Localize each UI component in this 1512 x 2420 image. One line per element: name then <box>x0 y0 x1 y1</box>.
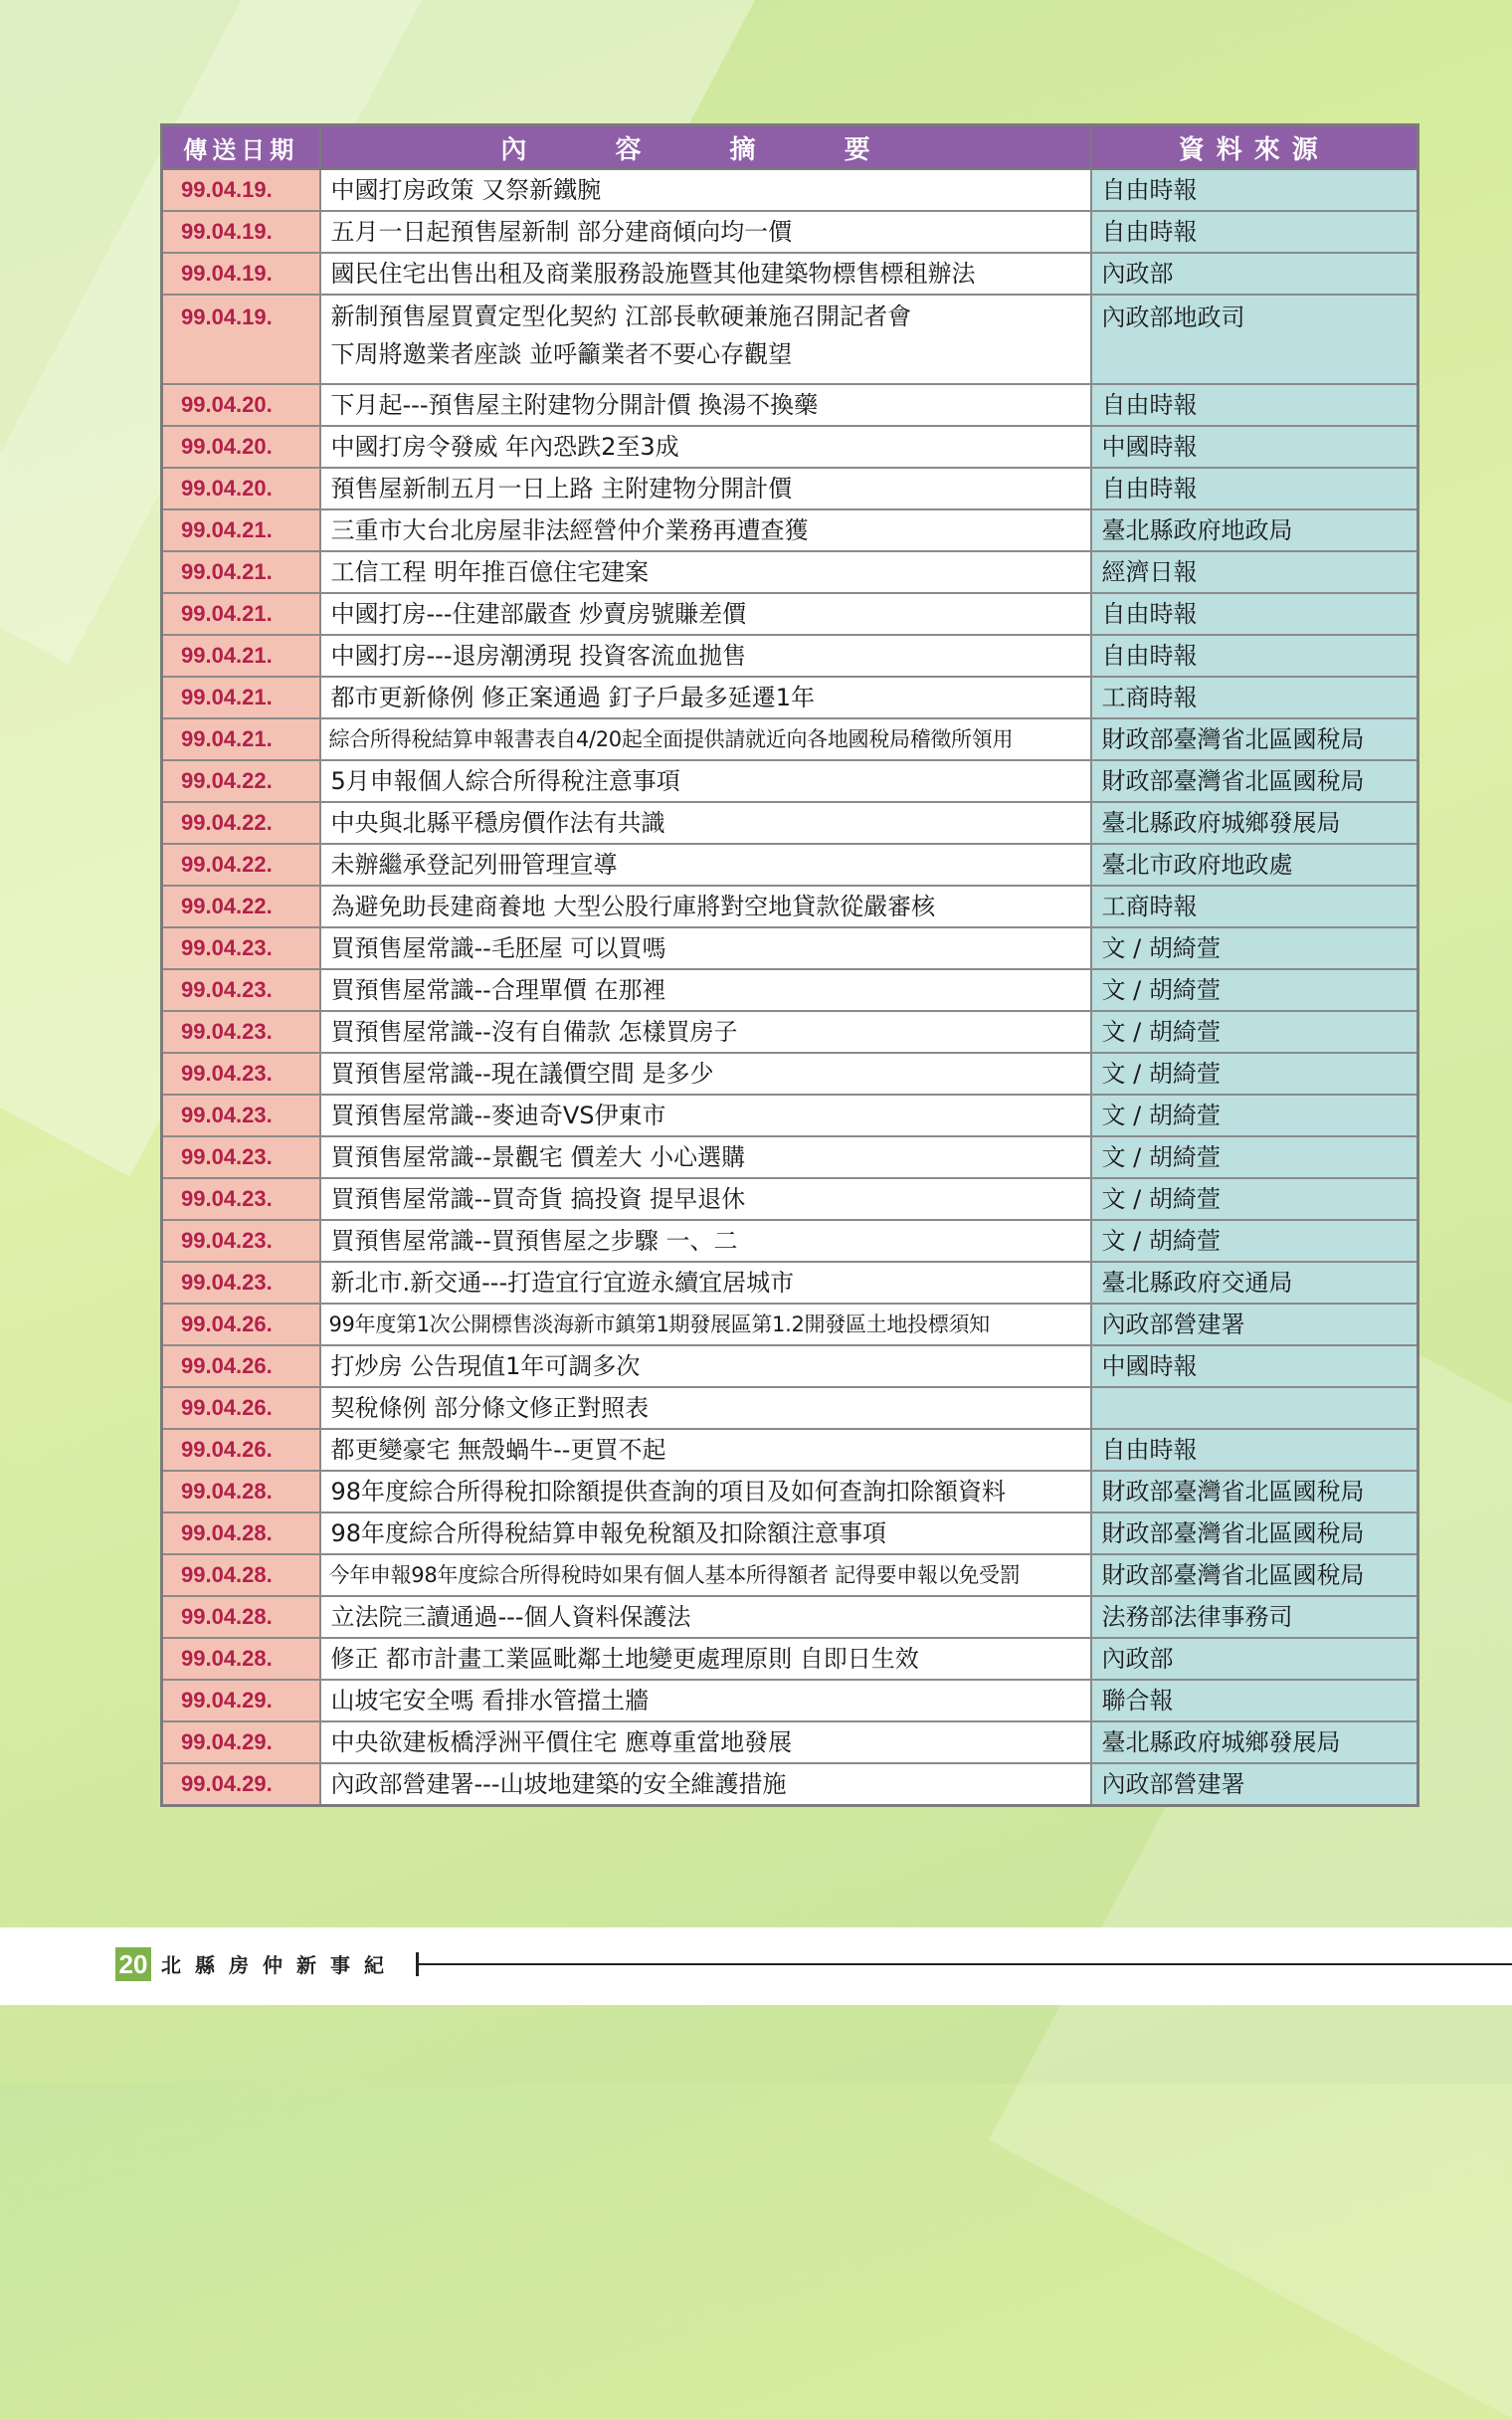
row-date: 99.04.21. <box>162 551 320 593</box>
row-summary: 打炒房 公告現值1年可調多次 <box>320 1345 1091 1387</box>
table-row <box>162 295 1418 384</box>
row-date: 99.04.28. <box>162 1596 320 1638</box>
table-row <box>162 1763 1418 1806</box>
table-row <box>162 1095 1418 1136</box>
row-source: 文 / 胡綺萱 <box>1091 927 1418 969</box>
row-summary: 中國打房---住建部嚴查 炒賣房號賺差價 <box>320 593 1091 635</box>
row-summary: 五月一日起預售屋新制 部分建商傾向均一價 <box>320 211 1091 253</box>
table-row <box>162 844 1418 886</box>
row-summary: 預售屋新制五月一日上路 主附建物分開計價 <box>320 468 1091 509</box>
table-row <box>162 1262 1418 1304</box>
row-source: 文 / 胡綺萱 <box>1091 1220 1418 1262</box>
row-summary: 中央欲建板橋浮洲平價住宅 應尊重當地發展 <box>320 1721 1091 1763</box>
page-number: 20 <box>115 1947 151 1981</box>
row-summary: 買預售屋常識--麥迪奇VS伊東市 <box>320 1095 1091 1136</box>
row-source: 自由時報 <box>1091 211 1418 253</box>
row-date: 99.04.21. <box>162 718 320 760</box>
row-source: 聯合報 <box>1091 1680 1418 1721</box>
row-summary: 今年申報98年度綜合所得稅時如果有個人基本所得額者 記得要申報以免受罰 <box>320 1554 1091 1596</box>
row-summary: 契稅條例 部分條文修正對照表 <box>320 1387 1091 1429</box>
table-row <box>162 253 1418 295</box>
row-source: 臺北縣政府地政局 <box>1091 509 1418 551</box>
row-summary: 都更變豪宅 無殼蝸牛--更買不起 <box>320 1429 1091 1471</box>
row-source: 文 / 胡綺萱 <box>1091 1095 1418 1136</box>
row-source: 文 / 胡綺萱 <box>1091 1178 1418 1220</box>
row-source: 自由時報 <box>1091 169 1418 211</box>
row-source: 工商時報 <box>1091 677 1418 718</box>
row-source <box>1091 1387 1418 1429</box>
row-source: 中國時報 <box>1091 1345 1418 1387</box>
row-date: 99.04.22. <box>162 844 320 886</box>
row-source: 臺北市政府地政處 <box>1091 844 1418 886</box>
row-source: 財政部臺灣省北區國稅局 <box>1091 718 1418 760</box>
table-row <box>162 1387 1418 1429</box>
row-date: 99.04.28. <box>162 1512 320 1554</box>
row-date: 99.04.19. <box>162 211 320 253</box>
row-date: 99.04.21. <box>162 593 320 635</box>
row-summary: 買預售屋常識--現在議價空間 是多少 <box>320 1053 1091 1095</box>
row-source: 自由時報 <box>1091 468 1418 509</box>
row-date: 99.04.29. <box>162 1721 320 1763</box>
row-summary: 三重市大台北房屋非法經營仲介業務再遭查獲 <box>320 509 1091 551</box>
row-source: 臺北縣政府城鄉發展局 <box>1091 1721 1418 1763</box>
table-body <box>162 169 1418 1806</box>
row-date: 99.04.20. <box>162 426 320 468</box>
table-row <box>162 1596 1418 1638</box>
row-date: 99.04.23. <box>162 1136 320 1178</box>
row-source: 財政部臺灣省北區國稅局 <box>1091 760 1418 802</box>
row-date: 99.04.26. <box>162 1304 320 1345</box>
row-date: 99.04.26. <box>162 1429 320 1471</box>
row-date: 99.04.29. <box>162 1680 320 1721</box>
row-summary: 98年度綜合所得稅扣除額提供查詢的項目及如何查詢扣除額資料 <box>320 1471 1091 1512</box>
row-date: 99.04.23. <box>162 969 320 1011</box>
row-source: 自由時報 <box>1091 1429 1418 1471</box>
row-date: 99.04.28. <box>162 1471 320 1512</box>
row-summary <box>320 295 1091 384</box>
row-source: 內政部營建署 <box>1091 1763 1418 1806</box>
footer <box>0 1927 1512 2005</box>
row-source: 財政部臺灣省北區國稅局 <box>1091 1512 1418 1554</box>
row-date: 99.04.23. <box>162 1053 320 1095</box>
row-source: 中國時報 <box>1091 426 1418 468</box>
table-row <box>162 1554 1418 1596</box>
row-summary: 買預售屋常識--合理單價 在那裡 <box>320 969 1091 1011</box>
table-row <box>162 718 1418 760</box>
row-date: 99.04.23. <box>162 1178 320 1220</box>
row-date: 99.04.23. <box>162 1220 320 1262</box>
header-date: 傳送日期 <box>162 125 320 170</box>
row-summary: 下月起---預售屋主附建物分開計價 換湯不換藥 <box>320 384 1091 426</box>
table-row <box>162 1429 1418 1471</box>
table-row <box>162 384 1418 426</box>
table-row <box>162 886 1418 927</box>
row-date: 99.04.29. <box>162 1763 320 1806</box>
row-summary: 中國打房政策 又祭新鐵腕 <box>320 169 1091 211</box>
row-summary: 立法院三讀通過---個人資料保護法 <box>320 1596 1091 1638</box>
row-summary: 中央與北縣平穩房價作法有共識 <box>320 802 1091 844</box>
row-summary: 內政部營建署---山坡地建築的安全維護措施 <box>320 1763 1091 1806</box>
row-source: 自由時報 <box>1091 635 1418 677</box>
table-row <box>162 1680 1418 1721</box>
row-summary: 99年度第1次公開標售淡海新市鎮第1期發展區第1.2開發區土地投標須知 <box>320 1304 1091 1345</box>
row-summary-line: 新制預售屋買賣定型化契約 江部長軟硬兼施召開記者會 <box>330 302 912 330</box>
row-source: 臺北縣政府交通局 <box>1091 1262 1418 1304</box>
row-date: 99.04.28. <box>162 1554 320 1596</box>
row-summary: 工信工程 明年推百億住宅建案 <box>320 551 1091 593</box>
row-date: 99.04.20. <box>162 384 320 426</box>
row-summary: 買預售屋常識--買預售屋之步驟 一、二 <box>320 1220 1091 1262</box>
row-summary: 買預售屋常識--毛胚屋 可以買嗎 <box>320 927 1091 969</box>
table-row <box>162 635 1418 677</box>
row-source: 財政部臺灣省北區國稅局 <box>1091 1471 1418 1512</box>
row-date: 99.04.19. <box>162 253 320 295</box>
row-summary: 新北市.新交通---打造宜行宜遊永續宜居城市 <box>320 1262 1091 1304</box>
table-row <box>162 211 1418 253</box>
row-date: 99.04.23. <box>162 1011 320 1053</box>
row-source: 文 / 胡綺萱 <box>1091 1053 1418 1095</box>
row-summary-line: 下周將邀業者座談 並呼籲業者不要心存觀望 <box>330 340 793 368</box>
row-summary: 中國打房令發威 年內恐跌2至3成 <box>320 426 1091 468</box>
table-row <box>162 1638 1418 1680</box>
row-source: 內政部地政司 <box>1091 295 1418 384</box>
table-row <box>162 677 1418 718</box>
table-row <box>162 1512 1418 1554</box>
table-header-row <box>162 125 1418 170</box>
row-source: 自由時報 <box>1091 384 1418 426</box>
row-summary: 中國打房---退房潮湧現 投資客流血拋售 <box>320 635 1091 677</box>
row-source: 內政部 <box>1091 1638 1418 1680</box>
row-date: 99.04.23. <box>162 927 320 969</box>
row-date: 99.04.22. <box>162 886 320 927</box>
row-summary: 5月申報個人綜合所得稅注意事項 <box>320 760 1091 802</box>
row-source: 內政部營建署 <box>1091 1304 1418 1345</box>
row-date: 99.04.26. <box>162 1345 320 1387</box>
row-date: 99.04.21. <box>162 677 320 718</box>
footer-rule <box>416 1963 1512 1965</box>
table-row <box>162 1178 1418 1220</box>
row-summary: 修正 都市計畫工業區毗鄰土地變更處理原則 自即日生效 <box>320 1638 1091 1680</box>
row-date: 99.04.19. <box>162 295 320 384</box>
row-summary: 98年度綜合所得稅結算申報免稅額及扣除額注意事項 <box>320 1512 1091 1554</box>
row-source: 經濟日報 <box>1091 551 1418 593</box>
row-date: 99.04.21. <box>162 509 320 551</box>
row-source: 內政部 <box>1091 253 1418 295</box>
row-source: 工商時報 <box>1091 886 1418 927</box>
row-date: 99.04.26. <box>162 1387 320 1429</box>
row-date: 99.04.23. <box>162 1095 320 1136</box>
row-date: 99.04.23. <box>162 1262 320 1304</box>
publication-title: 北縣房仲新事紀 <box>161 1953 398 1977</box>
row-date: 99.04.22. <box>162 802 320 844</box>
row-summary: 為避免助長建商養地 大型公股行庫將對空地貸款從嚴審核 <box>320 886 1091 927</box>
table-row <box>162 169 1418 211</box>
table-row <box>162 760 1418 802</box>
row-source: 文 / 胡綺萱 <box>1091 1136 1418 1178</box>
table-row <box>162 1471 1418 1512</box>
row-date: 99.04.19. <box>162 169 320 211</box>
table-row <box>162 1053 1418 1095</box>
header-source: 資料來源 <box>1091 125 1418 170</box>
row-source: 財政部臺灣省北區國稅局 <box>1091 1554 1418 1596</box>
table-row <box>162 969 1418 1011</box>
row-summary: 國民住宅出售出租及商業服務設施暨其他建築物標售標租辦法 <box>320 253 1091 295</box>
row-date: 99.04.21. <box>162 635 320 677</box>
table-row <box>162 1345 1418 1387</box>
table-row <box>162 927 1418 969</box>
table-row <box>162 551 1418 593</box>
row-summary: 都市更新條例 修正案通過 釘子戶最多延遷1年 <box>320 677 1091 718</box>
row-date: 99.04.28. <box>162 1638 320 1680</box>
table-row <box>162 468 1418 509</box>
row-date: 99.04.22. <box>162 760 320 802</box>
table-row <box>162 426 1418 468</box>
table-row <box>162 802 1418 844</box>
row-date: 99.04.20. <box>162 468 320 509</box>
row-summary: 綜合所得稅結算申報書表自4/20起全面提供請就近向各地國稅局稽徵所領用 <box>320 718 1091 760</box>
table-row <box>162 509 1418 551</box>
header-summary: 內 容 摘 要 <box>320 125 1091 170</box>
news-table <box>160 123 1419 1807</box>
row-summary: 買預售屋常識--買奇貨 搞投資 提早退休 <box>320 1178 1091 1220</box>
row-source: 臺北縣政府城鄉發展局 <box>1091 802 1418 844</box>
row-source: 法務部法律事務司 <box>1091 1596 1418 1638</box>
table-row <box>162 1136 1418 1178</box>
row-source: 文 / 胡綺萱 <box>1091 1011 1418 1053</box>
row-source: 文 / 胡綺萱 <box>1091 969 1418 1011</box>
row-summary: 山坡宅安全嗎 看排水管擋土牆 <box>320 1680 1091 1721</box>
table-row <box>162 1721 1418 1763</box>
row-summary: 未辦繼承登記列冊管理宣導 <box>320 844 1091 886</box>
table-row <box>162 1220 1418 1262</box>
table-row <box>162 1304 1418 1345</box>
table-row <box>162 593 1418 635</box>
row-summary: 買預售屋常識--景觀宅 價差大 小心選購 <box>320 1136 1091 1178</box>
row-source: 自由時報 <box>1091 593 1418 635</box>
table-row <box>162 1011 1418 1053</box>
row-summary: 買預售屋常識--沒有自備款 怎樣買房子 <box>320 1011 1091 1053</box>
